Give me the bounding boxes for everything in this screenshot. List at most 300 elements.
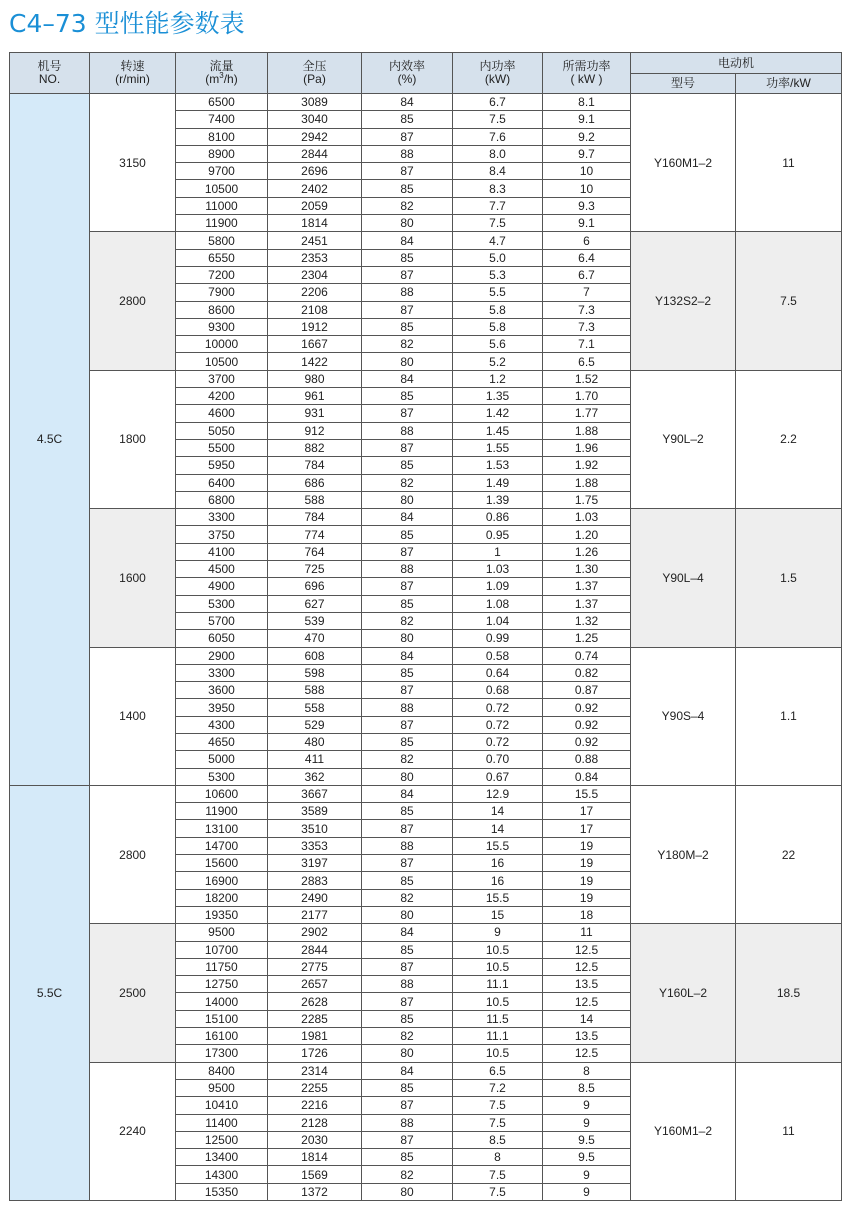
- pressure-cell: 2285: [268, 1010, 362, 1027]
- pressure-cell: 2883: [268, 872, 362, 889]
- inner-power-cell: 1.2: [453, 370, 543, 387]
- efficiency-cell: 87: [362, 543, 453, 560]
- flow-cell: 17300: [176, 1045, 268, 1062]
- efficiency-cell: 84: [362, 647, 453, 664]
- pressure-cell: 961: [268, 388, 362, 405]
- inner-power-cell: 14: [453, 803, 543, 820]
- inner-power-cell: 1.55: [453, 439, 543, 456]
- required-power-cell: 1.25: [543, 630, 631, 647]
- efficiency-cell: 82: [362, 1028, 453, 1045]
- pressure-cell: 1912: [268, 318, 362, 335]
- motor-model-cell: Y180M–2: [631, 785, 736, 923]
- pressure-cell: 2942: [268, 128, 362, 145]
- flow-cell: 6500: [176, 94, 268, 111]
- required-power-cell: 9: [543, 1183, 631, 1200]
- inner-power-cell: 1.42: [453, 405, 543, 422]
- speed-cell: 2800: [90, 232, 176, 370]
- flow-cell: 7400: [176, 111, 268, 128]
- flow-cell: 4300: [176, 716, 268, 733]
- inner-power-cell: 8.3: [453, 180, 543, 197]
- speed-cell: 1800: [90, 370, 176, 508]
- pressure-cell: 2402: [268, 180, 362, 197]
- inner-power-cell: 0.95: [453, 526, 543, 543]
- required-power-cell: 0.84: [543, 768, 631, 785]
- inner-power-cell: 1.45: [453, 422, 543, 439]
- inner-power-cell: 0.64: [453, 664, 543, 681]
- flow-cell: 14700: [176, 837, 268, 854]
- efficiency-cell: 80: [362, 1183, 453, 1200]
- header-flow: 流量 $(m^3/h)$: [176, 53, 268, 94]
- table-row: [10, 370, 842, 387]
- pressure-cell: 774: [268, 526, 362, 543]
- efficiency-cell: 87: [362, 128, 453, 145]
- required-power-cell: 17: [543, 820, 631, 837]
- pressure-cell: 2490: [268, 889, 362, 906]
- required-power-cell: 7: [543, 284, 631, 301]
- pressure-cell: 784: [268, 457, 362, 474]
- flow-cell: 13100: [176, 820, 268, 837]
- required-power-cell: 1.88: [543, 474, 631, 491]
- inner-power-cell: 10.5: [453, 941, 543, 958]
- flow-cell: 18200: [176, 889, 268, 906]
- inner-power-cell: 15.5: [453, 889, 543, 906]
- required-power-cell: 1.30: [543, 561, 631, 578]
- efficiency-cell: 80: [362, 1045, 453, 1062]
- inner-power-cell: 0.72: [453, 699, 543, 716]
- flow-cell: 10500: [176, 353, 268, 370]
- required-power-cell: 8.5: [543, 1079, 631, 1096]
- pressure-cell: 1422: [268, 353, 362, 370]
- performance-table: [9, 52, 842, 1201]
- motor-model-cell: Y90L–2: [631, 370, 736, 508]
- efficiency-cell: 85: [362, 733, 453, 750]
- header-speed: 转速 (r/min): [90, 53, 176, 94]
- flow-cell: 3300: [176, 509, 268, 526]
- required-power-cell: 13.5: [543, 976, 631, 993]
- efficiency-cell: 87: [362, 820, 453, 837]
- motor-power-cell: 1.1: [736, 647, 842, 785]
- inner-power-cell: 9: [453, 924, 543, 941]
- required-power-cell: 19: [543, 855, 631, 872]
- flow-cell: 10000: [176, 336, 268, 353]
- inner-power-cell: 7.6: [453, 128, 543, 145]
- efficiency-cell: 82: [362, 1166, 453, 1183]
- inner-power-cell: 1.49: [453, 474, 543, 491]
- header-motor: 电动机: [631, 53, 842, 74]
- required-power-cell: 6.4: [543, 249, 631, 266]
- flow-cell: 4600: [176, 405, 268, 422]
- inner-power-cell: 1.39: [453, 491, 543, 508]
- efficiency-cell: 88: [362, 145, 453, 162]
- pressure-cell: 686: [268, 474, 362, 491]
- header-motor-model: 型号: [631, 74, 736, 94]
- efficiency-cell: 85: [362, 180, 453, 197]
- inner-power-cell: 5.8: [453, 301, 543, 318]
- pressure-cell: 588: [268, 682, 362, 699]
- efficiency-cell: 80: [362, 630, 453, 647]
- required-power-cell: 1.37: [543, 578, 631, 595]
- required-power-cell: 7.3: [543, 318, 631, 335]
- required-power-cell: 1.96: [543, 439, 631, 456]
- pressure-cell: 411: [268, 751, 362, 768]
- inner-power-cell: 1.09: [453, 578, 543, 595]
- efficiency-cell: 85: [362, 111, 453, 128]
- flow-cell: 3750: [176, 526, 268, 543]
- flow-cell: 6050: [176, 630, 268, 647]
- motor-power-cell: 11: [736, 94, 842, 232]
- inner-power-cell: 0.72: [453, 733, 543, 750]
- required-power-cell: 9.5: [543, 1131, 631, 1148]
- efficiency-cell: 88: [362, 422, 453, 439]
- efficiency-cell: 80: [362, 215, 453, 232]
- required-power-cell: 9.1: [543, 111, 631, 128]
- efficiency-cell: 84: [362, 785, 453, 802]
- required-power-cell: 6.5: [543, 353, 631, 370]
- inner-power-cell: 1: [453, 543, 543, 560]
- efficiency-cell: 88: [362, 837, 453, 854]
- pressure-cell: 2108: [268, 301, 362, 318]
- required-power-cell: 9: [543, 1114, 631, 1131]
- flow-cell: 5300: [176, 595, 268, 612]
- inner-power-cell: 15: [453, 906, 543, 923]
- efficiency-cell: 85: [362, 664, 453, 681]
- inner-power-cell: 7.2: [453, 1079, 543, 1096]
- inner-power-cell: 10.5: [453, 993, 543, 1010]
- pressure-cell: 3589: [268, 803, 362, 820]
- pressure-cell: 2128: [268, 1114, 362, 1131]
- efficiency-cell: 85: [362, 526, 453, 543]
- efficiency-cell: 84: [362, 924, 453, 941]
- required-power-cell: 6: [543, 232, 631, 249]
- required-power-cell: 10: [543, 180, 631, 197]
- required-power-cell: 1.92: [543, 457, 631, 474]
- flow-cell: 6400: [176, 474, 268, 491]
- motor-power-cell: 11: [736, 1062, 842, 1200]
- pressure-cell: 2451: [268, 232, 362, 249]
- flow-cell: 8400: [176, 1062, 268, 1079]
- pressure-cell: 588: [268, 491, 362, 508]
- required-power-cell: 1.75: [543, 491, 631, 508]
- table-row: [10, 785, 842, 802]
- machine-no-cell: 4.5C: [10, 94, 90, 786]
- flow-cell: 6800: [176, 491, 268, 508]
- required-power-cell: 11: [543, 924, 631, 941]
- efficiency-cell: 87: [362, 855, 453, 872]
- required-power-cell: 1.20: [543, 526, 631, 543]
- required-power-cell: 1.70: [543, 388, 631, 405]
- inner-power-cell: 8.4: [453, 163, 543, 180]
- flow-cell: 16100: [176, 1028, 268, 1045]
- required-power-cell: 13.5: [543, 1028, 631, 1045]
- flow-cell: 9500: [176, 924, 268, 941]
- speed-cell: 3150: [90, 94, 176, 232]
- pressure-cell: 2314: [268, 1062, 362, 1079]
- pressure-cell: 2206: [268, 284, 362, 301]
- pressure-cell: 3089: [268, 94, 362, 111]
- required-power-cell: 9.7: [543, 145, 631, 162]
- efficiency-cell: 85: [362, 249, 453, 266]
- flow-cell: 5000: [176, 751, 268, 768]
- motor-model-cell: Y90S–4: [631, 647, 736, 785]
- flow-cell: 8600: [176, 301, 268, 318]
- efficiency-cell: 85: [362, 1149, 453, 1166]
- flow-cell: 10410: [176, 1097, 268, 1114]
- header-inner-power: 内功率 (kW): [453, 53, 543, 94]
- pressure-cell: 1667: [268, 336, 362, 353]
- required-power-cell: 0.82: [543, 664, 631, 681]
- pressure-cell: 1814: [268, 215, 362, 232]
- pressure-cell: 696: [268, 578, 362, 595]
- pressure-cell: 2059: [268, 197, 362, 214]
- flow-cell: 10700: [176, 941, 268, 958]
- required-power-cell: 9.2: [543, 128, 631, 145]
- efficiency-cell: 80: [362, 768, 453, 785]
- required-power-cell: 0.92: [543, 716, 631, 733]
- motor-model-cell: Y132S2–2: [631, 232, 736, 370]
- required-power-cell: 0.74: [543, 647, 631, 664]
- flow-cell: 12750: [176, 976, 268, 993]
- motor-power-cell: 1.5: [736, 509, 842, 647]
- required-power-cell: 0.87: [543, 682, 631, 699]
- efficiency-cell: 85: [362, 595, 453, 612]
- inner-power-cell: 6.5: [453, 1062, 543, 1079]
- inner-power-cell: 11.1: [453, 1028, 543, 1045]
- header-motor-power: 功率/kW: [736, 74, 842, 94]
- efficiency-cell: 82: [362, 751, 453, 768]
- flow-cell: 8900: [176, 145, 268, 162]
- efficiency-cell: 82: [362, 474, 453, 491]
- pressure-cell: 2304: [268, 266, 362, 283]
- pressure-cell: 2353: [268, 249, 362, 266]
- efficiency-cell: 84: [362, 232, 453, 249]
- flow-cell: 5950: [176, 457, 268, 474]
- flow-cell: 9300: [176, 318, 268, 335]
- motor-model-cell: Y160M1–2: [631, 1062, 736, 1200]
- required-power-cell: 7.1: [543, 336, 631, 353]
- pressure-cell: 764: [268, 543, 362, 560]
- required-power-cell: 1.77: [543, 405, 631, 422]
- efficiency-cell: 87: [362, 163, 453, 180]
- inner-power-cell: 8.0: [453, 145, 543, 162]
- inner-power-cell: 5.2: [453, 353, 543, 370]
- required-power-cell: 8: [543, 1062, 631, 1079]
- flow-cell: 15350: [176, 1183, 268, 1200]
- efficiency-cell: 84: [362, 509, 453, 526]
- flow-cell: 7900: [176, 284, 268, 301]
- inner-power-cell: 0.70: [453, 751, 543, 768]
- efficiency-cell: 88: [362, 561, 453, 578]
- flow-cell: 14300: [176, 1166, 268, 1183]
- flow-cell: 11900: [176, 215, 268, 232]
- pressure-cell: 627: [268, 595, 362, 612]
- motor-model-cell: Y160L–2: [631, 924, 736, 1062]
- efficiency-cell: 88: [362, 976, 453, 993]
- pressure-cell: 1814: [268, 1149, 362, 1166]
- efficiency-cell: 87: [362, 405, 453, 422]
- inner-power-cell: 5.5: [453, 284, 543, 301]
- page-title: C4–73 型性能参数表: [9, 9, 245, 38]
- efficiency-cell: 84: [362, 94, 453, 111]
- pressure-cell: 539: [268, 612, 362, 629]
- inner-power-cell: 7.5: [453, 1114, 543, 1131]
- pressure-cell: 608: [268, 647, 362, 664]
- efficiency-cell: 80: [362, 906, 453, 923]
- table-row: [10, 647, 842, 664]
- inner-power-cell: 1.08: [453, 595, 543, 612]
- flow-cell: 16900: [176, 872, 268, 889]
- header-required-power: 所需功率 ( kW ): [543, 53, 631, 94]
- efficiency-cell: 87: [362, 958, 453, 975]
- inner-power-cell: 5.3: [453, 266, 543, 283]
- efficiency-cell: 82: [362, 889, 453, 906]
- inner-power-cell: 7.7: [453, 197, 543, 214]
- required-power-cell: 1.88: [543, 422, 631, 439]
- required-power-cell: 9: [543, 1166, 631, 1183]
- motor-power-cell: 18.5: [736, 924, 842, 1062]
- pressure-cell: 470: [268, 630, 362, 647]
- flow-cell: 10500: [176, 180, 268, 197]
- efficiency-cell: 84: [362, 1062, 453, 1079]
- flow-cell: 5300: [176, 768, 268, 785]
- inner-power-cell: 0.67: [453, 768, 543, 785]
- efficiency-cell: 88: [362, 1114, 453, 1131]
- inner-power-cell: 15.5: [453, 837, 543, 854]
- flow-cell: 5050: [176, 422, 268, 439]
- efficiency-cell: 87: [362, 682, 453, 699]
- efficiency-cell: 82: [362, 336, 453, 353]
- required-power-cell: 9.5: [543, 1149, 631, 1166]
- flow-cell: 12500: [176, 1131, 268, 1148]
- inner-power-cell: 1.35: [453, 388, 543, 405]
- inner-power-cell: 10.5: [453, 958, 543, 975]
- efficiency-cell: 88: [362, 699, 453, 716]
- pressure-cell: 598: [268, 664, 362, 681]
- inner-power-cell: 0.99: [453, 630, 543, 647]
- flow-cell: 11750: [176, 958, 268, 975]
- flow-cell: 13400: [176, 1149, 268, 1166]
- efficiency-cell: 85: [362, 388, 453, 405]
- efficiency-cell: 85: [362, 872, 453, 889]
- required-power-cell: 9.1: [543, 215, 631, 232]
- table-row: [10, 232, 842, 249]
- required-power-cell: 12.5: [543, 958, 631, 975]
- table-row: [10, 509, 842, 526]
- pressure-cell: 2657: [268, 976, 362, 993]
- pressure-cell: 2844: [268, 941, 362, 958]
- pressure-cell: 725: [268, 561, 362, 578]
- inner-power-cell: 7.5: [453, 1183, 543, 1200]
- required-power-cell: 10: [543, 163, 631, 180]
- inner-power-cell: 4.7: [453, 232, 543, 249]
- required-power-cell: 17: [543, 803, 631, 820]
- pressure-cell: 2902: [268, 924, 362, 941]
- pressure-cell: 362: [268, 768, 362, 785]
- flow-cell: 5500: [176, 439, 268, 456]
- inner-power-cell: 1.04: [453, 612, 543, 629]
- flow-cell: 10600: [176, 785, 268, 802]
- required-power-cell: 12.5: [543, 1045, 631, 1062]
- inner-power-cell: 8.5: [453, 1131, 543, 1148]
- required-power-cell: 0.92: [543, 733, 631, 750]
- efficiency-cell: 85: [362, 803, 453, 820]
- required-power-cell: 8.1: [543, 94, 631, 111]
- pressure-cell: 529: [268, 716, 362, 733]
- efficiency-cell: 84: [362, 370, 453, 387]
- pressure-cell: 2696: [268, 163, 362, 180]
- pressure-cell: 1981: [268, 1028, 362, 1045]
- motor-power-cell: 7.5: [736, 232, 842, 370]
- pressure-cell: 980: [268, 370, 362, 387]
- inner-power-cell: 0.58: [453, 647, 543, 664]
- inner-power-cell: 11.1: [453, 976, 543, 993]
- flow-cell: 3950: [176, 699, 268, 716]
- efficiency-cell: 85: [362, 1079, 453, 1096]
- table-row: [10, 1062, 842, 1079]
- flow-cell: 7200: [176, 266, 268, 283]
- efficiency-cell: 85: [362, 1010, 453, 1027]
- machine-no-cell: 5.5C: [10, 785, 90, 1200]
- flow-cell: 9700: [176, 163, 268, 180]
- flow-cell: 3700: [176, 370, 268, 387]
- flow-cell: 4650: [176, 733, 268, 750]
- header-efficiency: 内效率 (%): [362, 53, 453, 94]
- pressure-cell: 2628: [268, 993, 362, 1010]
- flow-cell: 3600: [176, 682, 268, 699]
- required-power-cell: 0.88: [543, 751, 631, 768]
- flow-cell: 5800: [176, 232, 268, 249]
- inner-power-cell: 7.5: [453, 1166, 543, 1183]
- pressure-cell: 3510: [268, 820, 362, 837]
- required-power-cell: 1.26: [543, 543, 631, 560]
- flow-cell: 5700: [176, 612, 268, 629]
- efficiency-cell: 87: [362, 716, 453, 733]
- table-row: [10, 94, 842, 111]
- efficiency-cell: 80: [362, 353, 453, 370]
- pressure-cell: 3040: [268, 111, 362, 128]
- pressure-cell: 2775: [268, 958, 362, 975]
- inner-power-cell: 16: [453, 872, 543, 889]
- pressure-cell: 2255: [268, 1079, 362, 1096]
- flow-cell: 15100: [176, 1010, 268, 1027]
- required-power-cell: 1.03: [543, 509, 631, 526]
- motor-model-cell: Y160M1–2: [631, 94, 736, 232]
- flow-cell: 4200: [176, 388, 268, 405]
- inner-power-cell: 16: [453, 855, 543, 872]
- inner-power-cell: 6.7: [453, 94, 543, 111]
- required-power-cell: 15.5: [543, 785, 631, 802]
- efficiency-cell: 87: [362, 578, 453, 595]
- efficiency-cell: 87: [362, 1131, 453, 1148]
- inner-power-cell: 7.5: [453, 215, 543, 232]
- pressure-cell: 2844: [268, 145, 362, 162]
- required-power-cell: 6.7: [543, 266, 631, 283]
- inner-power-cell: 10.5: [453, 1045, 543, 1062]
- speed-cell: 2800: [90, 785, 176, 923]
- required-power-cell: 9: [543, 1097, 631, 1114]
- required-power-cell: 9.3: [543, 197, 631, 214]
- table-header: [10, 53, 842, 94]
- header-machine-no: 机号 NO.: [10, 53, 90, 94]
- pressure-cell: 3197: [268, 855, 362, 872]
- pressure-cell: 784: [268, 509, 362, 526]
- efficiency-cell: 87: [362, 439, 453, 456]
- pressure-cell: 480: [268, 733, 362, 750]
- speed-cell: 1400: [90, 647, 176, 785]
- required-power-cell: 1.32: [543, 612, 631, 629]
- header-pressure: 全压 (Pa): [268, 53, 362, 94]
- efficiency-cell: 85: [362, 941, 453, 958]
- efficiency-cell: 80: [362, 491, 453, 508]
